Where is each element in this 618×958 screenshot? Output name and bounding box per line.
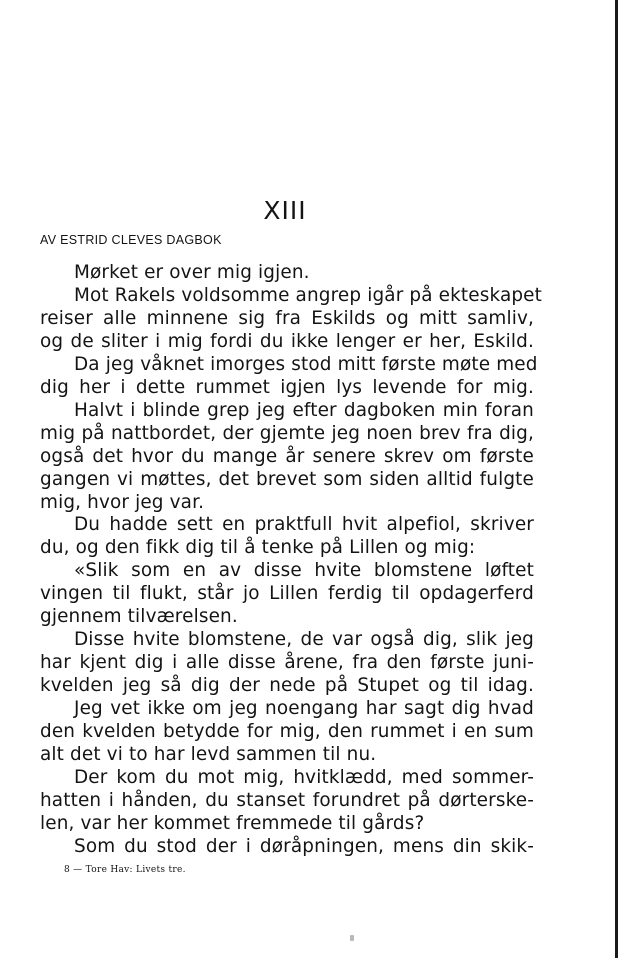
- text-line: Disse hvite blomstene, de var også dig, slik jeg: [74, 629, 534, 651]
- text-line: den kvelden betydde for mig, den rummet i en sum: [40, 721, 534, 743]
- text-line: gangen vi møttes, det brevet som siden alltid fulgte: [40, 468, 534, 490]
- text-line: kvelden jeg så dig der nede på Stupet og til idag.: [40, 675, 534, 697]
- text-line: Du hadde sett en praktfull hvit alpefiol, skriver: [74, 514, 534, 536]
- text-line: len, var her kommet fremmede til gårds?: [40, 812, 425, 834]
- text-line: alt det vi to har levd sammen til nu.: [40, 744, 377, 766]
- body-text: [40, 262, 543, 859]
- text-line: Da jeg våknet imorges stod mitt første møte med: [74, 353, 538, 375]
- text-line: også det hvor du mange år senere skrev om første: [40, 445, 534, 467]
- text-line: Der kom du mot mig, hvitklædd, med sommer-: [74, 766, 534, 788]
- text-line: hatten i hånden, du stanset forundret på dørterske-: [40, 789, 534, 811]
- text-line: mig på nattbordet, der gjemte jeg noen brev fra dig,: [40, 422, 534, 444]
- printer-mark: [350, 935, 354, 941]
- text-line: Halvt i blinde grep jeg efter dagboken min foran: [74, 399, 534, 421]
- text-line: vingen til flukt, står jo Lillen ferdig til opdagerferd: [40, 583, 534, 605]
- text-line: har kjent dig i alle disse årene, fra den første juni-: [40, 652, 534, 674]
- text-line: Jeg vet ikke om jeg noengang har sagt dig hvad: [74, 698, 534, 720]
- signature-footer: 8 — Tore Hav: Livets tre.: [64, 865, 186, 875]
- text-line: mig, hvor jeg var.: [40, 491, 205, 513]
- text-line: Som du stod der i døråpningen, mens din skik-: [74, 835, 534, 857]
- chapter-number: XIII: [263, 196, 307, 225]
- text-line: Mørket er over mig igjen.: [74, 262, 310, 283]
- text-line: Mot Rakels voldsomme angrep igår på ekteskapet: [74, 284, 543, 306]
- text-line: «Slik som en av disse hvite blomstene løftet: [74, 560, 534, 582]
- text-line: og de sliter i mig fordi du ikke lenger er her, Eskild.: [40, 330, 534, 352]
- text-line: dig her i dette rummet igjen lys levende for mig.: [40, 376, 534, 398]
- text-line: du, og den fikk dig til å tenke på Lillen og mig:: [40, 537, 476, 559]
- text-line: reiser alle minnene sig fra Eskilds og mitt samliv,: [40, 307, 534, 329]
- running-heading: AV ESTRID CLEVES DAGBOK: [40, 233, 222, 247]
- text-line: gjennem tilværelsen.: [40, 606, 238, 628]
